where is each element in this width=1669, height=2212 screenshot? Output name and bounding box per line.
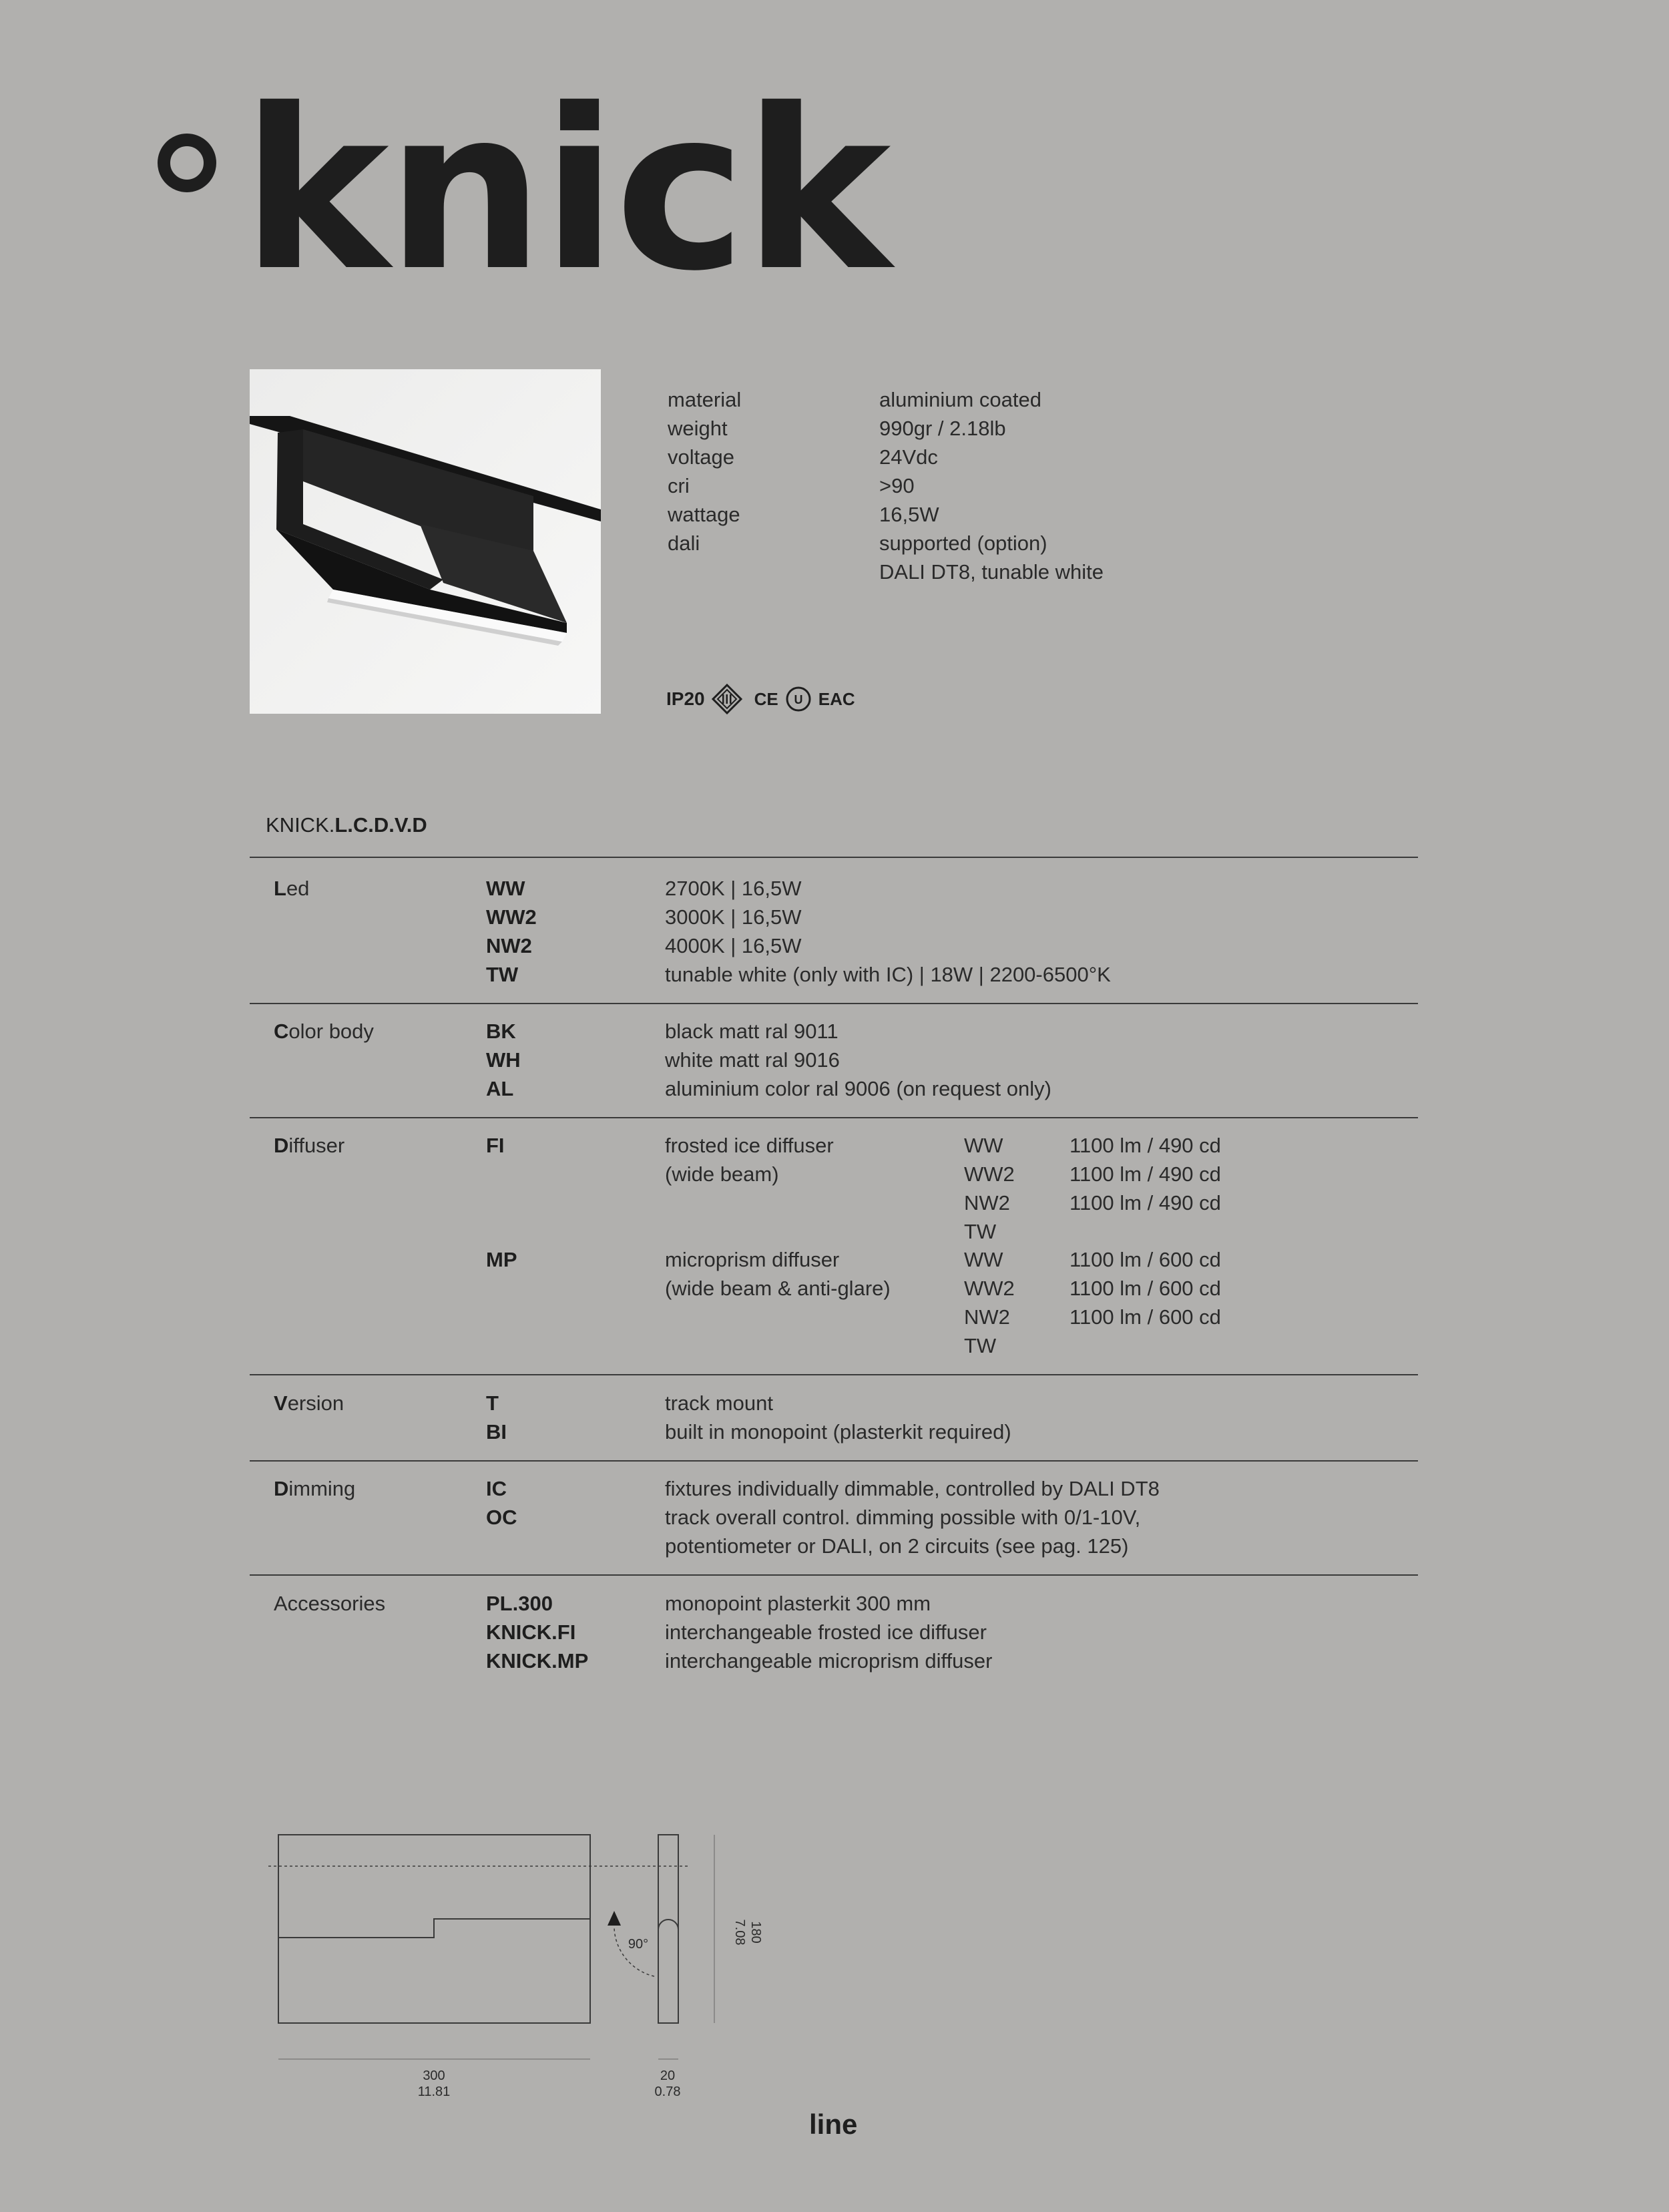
- ip-rating: IP20: [666, 688, 705, 709]
- divider: [250, 1574, 1418, 1576]
- variant: WW2: [964, 1162, 1015, 1186]
- variant: TW: [964, 1334, 997, 1357]
- code-prefix: KNICK.: [266, 813, 335, 837]
- angle-label: 90°: [628, 1937, 649, 1952]
- code-mp: MP: [486, 1248, 517, 1271]
- version-codes: [486, 1389, 507, 1446]
- spec-value-wattage: 16,5W: [879, 503, 939, 526]
- spec-value-dali-type: DALI DT8, tunable white: [879, 560, 1104, 584]
- ul-mark-icon: [785, 686, 812, 712]
- brand-name: knick: [242, 62, 889, 320]
- product-code: [266, 813, 427, 837]
- led-codes: [486, 874, 537, 989]
- variant: NW2: [964, 1305, 1010, 1329]
- rotation-arrow-icon: [608, 1911, 621, 1926]
- version-desc: built in monopoint (plasterkit required): [665, 1420, 1011, 1444]
- mp-desc: (wide beam & anti-glare): [665, 1277, 891, 1300]
- led-descriptions: [665, 874, 1111, 989]
- dimming-desc: track overall control. dimming possible with 0/1-10V,: [665, 1506, 1141, 1529]
- accessory-desc: interchangeable frosted ice diffuser: [665, 1620, 987, 1644]
- code-nw2: NW2: [486, 934, 532, 957]
- dimming-codes: [486, 1474, 517, 1532]
- section-label-version: Version: [274, 1391, 344, 1415]
- code-knick-fi: KNICK.FI: [486, 1620, 576, 1644]
- width-mm: 300: [423, 2068, 445, 2083]
- version-desc: track mount: [665, 1391, 773, 1415]
- code-ww2: WW2: [486, 905, 537, 929]
- height-in: 7.08: [732, 1919, 747, 1946]
- color-desc: black matt ral 9011: [665, 1020, 839, 1043]
- spec-value-dali: supported (option): [879, 531, 1047, 555]
- spec-label-dali: dali: [668, 531, 700, 555]
- led-desc: tunable white (only with IC) | 18W | 2200-6500°K: [665, 963, 1111, 986]
- code-bi: BI: [486, 1420, 507, 1444]
- fi-values: [1069, 1131, 1221, 1217]
- dimming-desc: fixtures individually dimmable, controlled by DALI DT8: [665, 1477, 1160, 1500]
- spec-label-wattage: wattage: [668, 503, 740, 526]
- lumen-value: 1100 lm / 490 cd: [1069, 1162, 1221, 1186]
- lumen-value: 1100 lm / 490 cd: [1069, 1191, 1221, 1214]
- degree-mark: [158, 134, 216, 192]
- variant: WW2: [964, 1277, 1015, 1300]
- variant: TW: [964, 1220, 997, 1243]
- spec-value-cri: >90: [879, 474, 915, 497]
- code-wh: WH: [486, 1048, 521, 1072]
- spec-label-weight: weight: [668, 417, 728, 440]
- dimming-descriptions: [665, 1474, 1160, 1560]
- fi-desc: frosted ice diffuser: [665, 1134, 834, 1157]
- section-label-led: Led: [274, 877, 310, 900]
- width-dimension: [407, 2068, 461, 2100]
- color-codes: [486, 1017, 521, 1103]
- code-tw: TW: [486, 963, 519, 986]
- mp-description: [665, 1245, 891, 1303]
- spec-value-voltage: 24Vdc: [879, 445, 938, 469]
- accessory-codes: [486, 1589, 588, 1675]
- mp-values: [1069, 1245, 1221, 1331]
- code-suffix: L.C.D.V.D: [334, 813, 427, 837]
- code-pl300: PL.300: [486, 1592, 553, 1615]
- divider: [250, 857, 1418, 858]
- code-bk: BK: [486, 1020, 516, 1043]
- section-label-accessories: Accessories: [274, 1592, 386, 1615]
- lumen-value: 1100 lm / 600 cd: [1069, 1305, 1221, 1329]
- eac-mark-icon: EAC: [818, 688, 855, 709]
- mp-desc: microprism diffuser: [665, 1248, 840, 1271]
- code-fi: FI: [486, 1134, 505, 1157]
- variant: WW: [964, 1248, 1003, 1271]
- spec-label-material: material: [668, 388, 742, 411]
- code-ww: WW: [486, 877, 525, 900]
- variant: WW: [964, 1134, 1003, 1157]
- section-label-color-body: Color body: [274, 1020, 374, 1043]
- depth-dimension: [641, 2068, 694, 2100]
- code-t: T: [486, 1391, 499, 1415]
- height-mm: 180: [748, 1921, 763, 1944]
- height-dimension: [732, 1906, 764, 1959]
- led-desc: 2700K | 16,5W: [665, 877, 802, 900]
- section-label-dimming: Dimming: [274, 1477, 356, 1500]
- fi-variants: [964, 1131, 1015, 1246]
- mp-variants: [964, 1245, 1015, 1360]
- code-oc: OC: [486, 1506, 517, 1529]
- luminaire-illustration: [250, 369, 601, 714]
- accessory-descriptions: [665, 1589, 993, 1675]
- divider: [250, 1117, 1418, 1118]
- dimming-desc: potentiometer or DALI, on 2 circuits (see pag. 125): [665, 1534, 1129, 1558]
- divider: [250, 1374, 1418, 1375]
- color-desc: aluminium color ral 9006 (on request only): [665, 1077, 1051, 1100]
- led-desc: 3000K | 16,5W: [665, 905, 802, 929]
- ce-mark-icon: CE: [754, 688, 778, 709]
- footer-category: line: [809, 2109, 858, 2140]
- depth-mm: 20: [660, 2068, 676, 2083]
- code-knick-mp: KNICK.MP: [486, 1649, 589, 1673]
- led-desc: 4000K | 16,5W: [665, 934, 802, 957]
- class-iii-icon: [712, 684, 742, 714]
- color-descriptions: [665, 1017, 1051, 1103]
- code-ic: IC: [486, 1477, 507, 1500]
- section-label-diffuser: Diffuser: [274, 1134, 345, 1157]
- fi-desc: (wide beam): [665, 1162, 779, 1186]
- svg-text:U: U: [794, 693, 803, 706]
- technical-drawing: [260, 1823, 768, 2076]
- spec-label-voltage: voltage: [668, 445, 734, 469]
- spec-label-cri: cri: [668, 474, 690, 497]
- divider: [250, 1460, 1418, 1462]
- color-desc: white matt ral 9016: [665, 1048, 840, 1072]
- lumen-value: 1100 lm / 600 cd: [1069, 1248, 1221, 1271]
- fi-description: [665, 1131, 834, 1188]
- depth-in: 0.78: [654, 2084, 681, 2099]
- spec-value-material: aluminium coated: [879, 388, 1041, 411]
- version-descriptions: [665, 1389, 1011, 1446]
- lumen-value: 1100 lm / 600 cd: [1069, 1277, 1221, 1300]
- certifications: [666, 682, 855, 716]
- width-in: 11.81: [417, 2084, 451, 2099]
- accessory-desc: monopoint plasterkit 300 mm: [665, 1592, 931, 1615]
- product-photo: [250, 369, 601, 714]
- lumen-value: 1100 lm / 490 cd: [1069, 1134, 1221, 1157]
- spec-value-weight: 990gr / 2.18lb: [879, 417, 1006, 440]
- accessory-desc: interchangeable microprism diffuser: [665, 1649, 993, 1673]
- divider: [250, 1003, 1418, 1004]
- code-al: AL: [486, 1077, 514, 1100]
- variant: NW2: [964, 1191, 1010, 1214]
